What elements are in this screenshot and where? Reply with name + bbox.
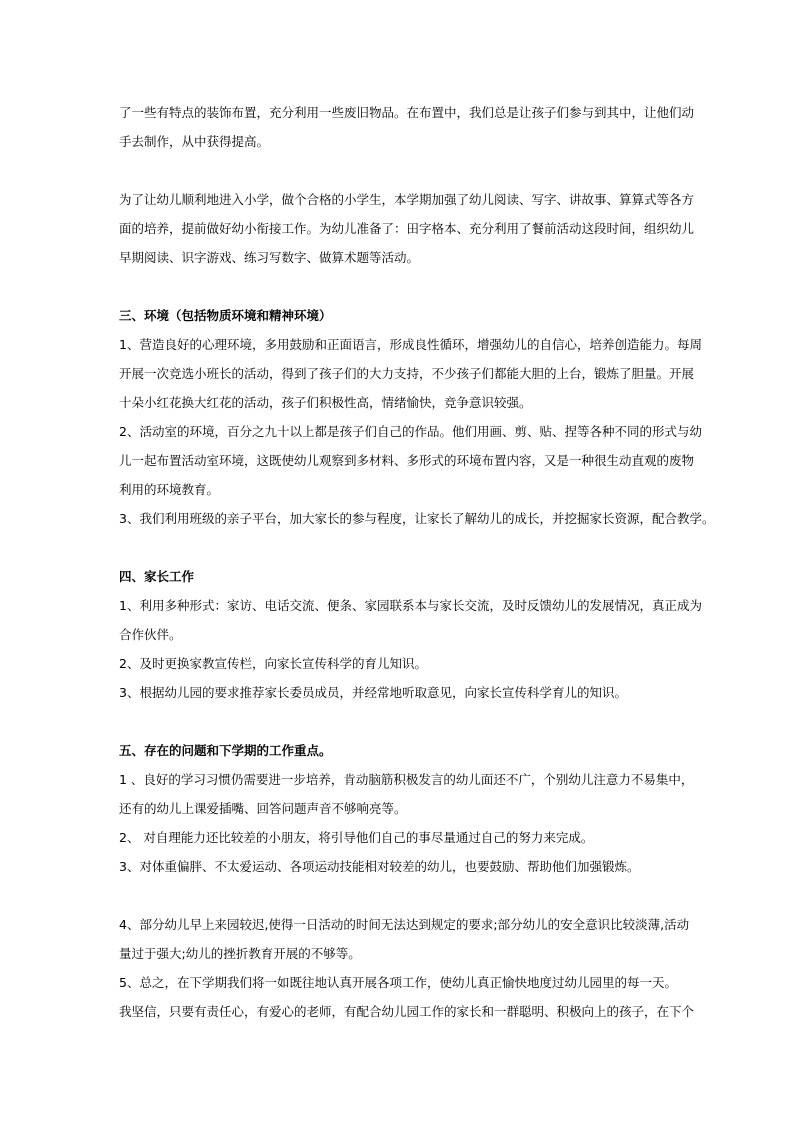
spacer bbox=[119, 881, 679, 910]
spacer bbox=[119, 156, 679, 185]
list-item bbox=[119, 852, 679, 881]
intro-continuation-paragraph bbox=[119, 98, 695, 156]
section-heading: 五、存在的问题和下学期的工作重点。 bbox=[119, 743, 332, 758]
list-item bbox=[119, 417, 702, 504]
list-item bbox=[119, 678, 679, 707]
list-item bbox=[119, 823, 679, 852]
paragraph-line: 3、对体重偏胖、不太爱运动、各项运动技能相对较差的幼儿，也要鼓励、帮助他们加强锻炼。 bbox=[119, 859, 640, 874]
paragraph-line: 合作伙伴。 bbox=[119, 627, 182, 642]
paragraph-line: 开展一次竞选小班长的活动，得到了孩子们的大力支持，不少孩子们都能大胆的上台，锻炼了胆量。开展 bbox=[119, 366, 695, 381]
paragraph-line: 3、我们利用班级的亲子平台，加大家长的参与程度，让家长了解幼儿的成长，并挖掘家长资源，配合教学。 bbox=[119, 511, 715, 526]
paragraph-line: 2、 对自理能力还比较差的小朋友，将引导他们自己的事尽量通过自己的努力来完成。 bbox=[119, 830, 594, 845]
paragraph-line: 利用的环境教育。 bbox=[119, 482, 220, 497]
list-item bbox=[119, 591, 702, 649]
section-parent-work bbox=[119, 562, 702, 707]
spacer bbox=[119, 707, 679, 736]
spacer bbox=[119, 272, 679, 301]
list-item bbox=[119, 504, 715, 533]
paragraph-line: 面的培养，提前做好幼小衔接工作。为幼儿准备了：田字格本、充分利用了餐前活动这段时间，组织幼儿 bbox=[119, 221, 695, 236]
section-heading: 三、环境（包括物质环境和精神环境） bbox=[119, 308, 332, 323]
paragraph-line: 手去制作，从中获得提高。 bbox=[119, 134, 270, 149]
paragraph-line: 早期阅读、识字游戏、练习写数字、做算术题等活动。 bbox=[119, 250, 420, 265]
paragraph-line: 十朵小红花换大红花的活动，孩子们积极性高，情绪愉快，竞争意识较强。 bbox=[119, 395, 532, 410]
paragraph-line: 5、总之，在下学期我们将一如既往地认真开展各项工作，使幼儿真正愉快地度过幼儿园里的每一天。 bbox=[119, 975, 677, 990]
paragraph-line: 儿一起布置活动室环境，这既使幼儿观察到多材料、多形式的环境布置内容，又是一种很生动直观的废物 bbox=[119, 453, 695, 468]
list-item bbox=[119, 765, 694, 823]
list-item bbox=[119, 968, 679, 997]
paragraph-line: 1 、良好的学习习惯仍需要进一步培养，肯动脑筋积极发言的幼儿面还不广，个别幼儿注意力不易集中， bbox=[119, 772, 694, 787]
paragraph-line: 1、利用多种形式：家访、电话交流、便条、家园联系本与家长交流，及时反馈幼儿的发展情况，真正成为 bbox=[119, 598, 702, 613]
paragraph-line: 了一些有特点的装饰布置，充分利用一些废旧物品。在布置中，我们总是让孩子们参与到其中，让他们动 bbox=[119, 105, 695, 120]
list-item bbox=[119, 997, 695, 1026]
section-heading: 四、家长工作 bbox=[119, 569, 195, 584]
paragraph-line: 3、根据幼儿园的要求推荐家长委员成员，并经常地听取意见，向家长宣传科学育儿的知识。 bbox=[119, 685, 627, 700]
transition-paragraph bbox=[119, 185, 695, 272]
paragraph-line: 还有的幼儿上课爱插嘴、回答问题声音不够响亮等。 bbox=[119, 801, 407, 816]
paragraph-line: 2、活动室的环境，百分之九十以上都是孩子们自己的作品。他们用画、剪、贴、捏等各种不同的形式与幼 bbox=[119, 424, 702, 439]
paragraph-line: 我坚信，只要有责任心，有爱心的老师，有配合幼儿园工作的家长和一群聪明、积极向上的孩子，在下个 bbox=[119, 1004, 695, 1019]
paragraph-line: 2、及时更换家教宣传栏，向家长宣传科学的育儿知识。 bbox=[119, 656, 427, 671]
section-problems bbox=[119, 736, 695, 1026]
list-item bbox=[119, 330, 702, 417]
paragraph-line: 量过于强大;幼儿的挫折教育开展的不够等。 bbox=[119, 946, 361, 961]
section-environment bbox=[119, 301, 715, 533]
document-page bbox=[119, 98, 715, 1026]
paragraph-line: 为了让幼儿顺利地进入小学，做个合格的小学生，本学期加强了幼儿阅读、写字、讲故事、算算式等各方 bbox=[119, 192, 695, 207]
paragraph-line: 1、营造良好的心理环境，多用鼓励和正面语言，形成良性循环，增强幼儿的自信心，培养创造能力。每周 bbox=[119, 337, 702, 352]
list-item bbox=[119, 649, 679, 678]
spacer bbox=[119, 533, 679, 562]
list-item bbox=[119, 910, 690, 968]
paragraph-line: 4、部分幼儿早上来园较迟,使得一日活动的时间无法达到规定的要求;部分幼儿的安全意识比较淡薄,活动 bbox=[119, 917, 690, 932]
